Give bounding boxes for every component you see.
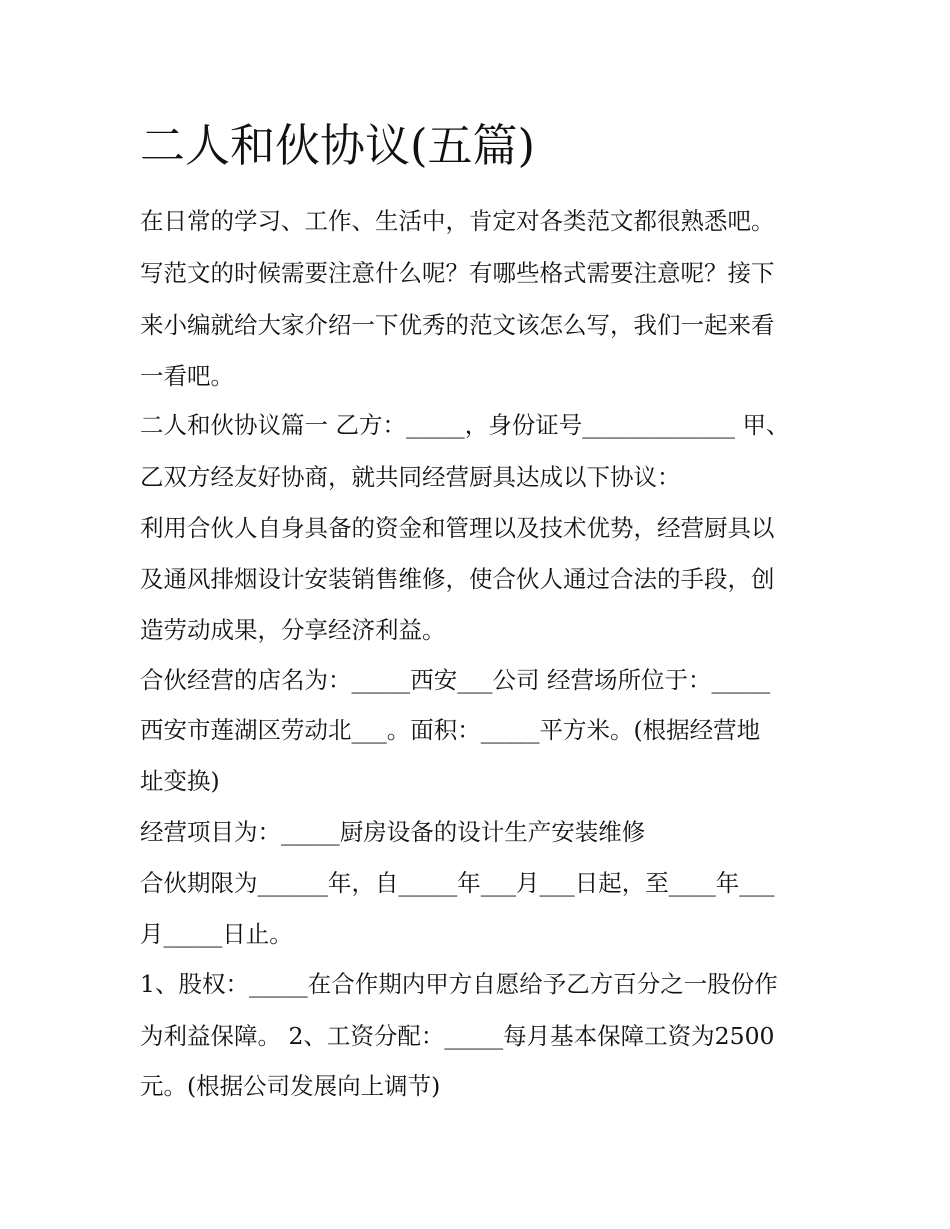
paragraph-line: 在日常的学习、工作、生活中，肯定对各类范文都很熟悉吧。 [140, 207, 775, 235]
paragraph-line: 来小编就给大家介绍一下优秀的范文该怎么写，我们一起来看 [140, 311, 775, 339]
paragraph-line: 元。(根据公司发展向上调节) [140, 1072, 441, 1100]
paragraph-line: 址变换) [140, 767, 220, 795]
paragraph-line: 二人和伙协议篇一 乙方：_____，身份证号_____________ 甲、 [140, 411, 790, 439]
paragraph-line: 利用合伙人自身具备的资金和管理以及技术优势，经营厨具以 [140, 514, 775, 542]
paragraph-line: 经营项目为：_____厨房设备的设计生产安装维修 [140, 818, 646, 846]
document-title: 二人和伙协议(五篇) [140, 119, 536, 172]
paragraph-line: 及通风排烟设计安装销售维修，使合伙人通过合法的手段，创 [140, 565, 775, 593]
paragraph-line: 乙双方经友好协商，就共同经营厨具达成以下协议： [140, 463, 681, 491]
paragraph-line: 西安市莲湖区劳动北___。面积：_____平方米。(根据经营地 [140, 716, 761, 744]
paragraph-line: 合伙经营的店名为：_____西安___公司 经营场所位于：_____ [140, 666, 771, 694]
paragraph-line: 造劳动成果，分享经济利益。 [140, 616, 446, 644]
paragraph-line: 一看吧。 [140, 362, 234, 390]
paragraph-line: 写范文的时候需要注意什么呢？有哪些格式需要注意呢？接下 [140, 259, 775, 287]
paragraph-line: 月_____日止。 [140, 920, 293, 948]
paragraph-line: 合伙期限为______年，自_____年___月___日起，至____年___ [140, 869, 775, 897]
paragraph-line: 1、股权：_____在合作期内甲方自愿给予乙方百分之一股份作 [140, 970, 778, 998]
paragraph-line: 为利益保障。 2、工资分配：_____每月基本保障工资为2500 [140, 1022, 775, 1050]
